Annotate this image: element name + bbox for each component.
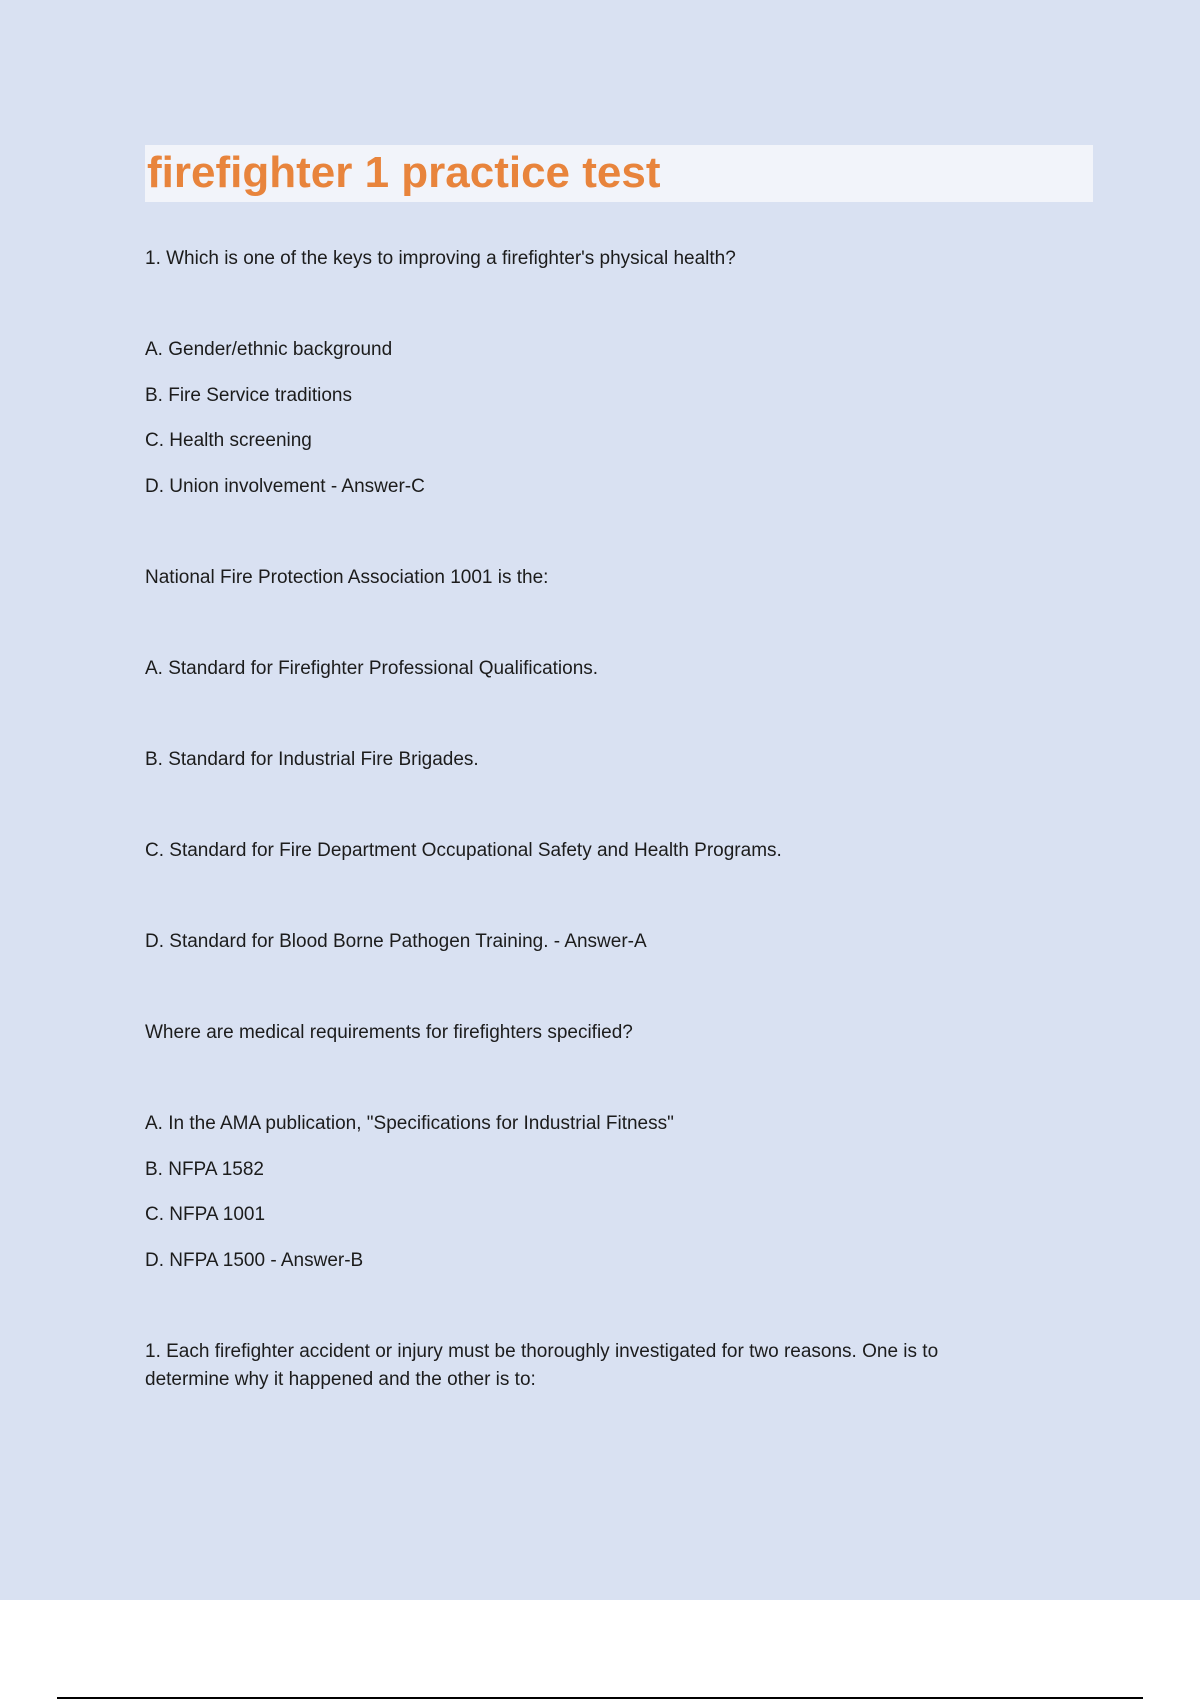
- document-title: firefighter 1 practice test: [147, 148, 661, 197]
- question-2-text: National Fire Protection Association 1001 is the:: [145, 567, 549, 588]
- title-bar: [145, 145, 1093, 202]
- question-2-option-a: A. Standard for Firefighter Professional Qualifications.: [145, 658, 599, 679]
- question-1-option-b: B. Fire Service traditions: [145, 385, 352, 406]
- question-3-option-c: C. NFPA 1001: [145, 1204, 266, 1225]
- question-3-option-b: B. NFPA 1582: [145, 1159, 264, 1180]
- question-3-option-a: A. In the AMA publication, "Specifications for Industrial Fitness": [145, 1113, 674, 1134]
- question-1-option-a: A. Gender/ethnic background: [145, 339, 393, 360]
- question-2-option-b: B. Standard for Industrial Fire Brigades.: [145, 749, 479, 770]
- question-2-option-c: C. Standard for Fire Department Occupational Safety and Health Programs.: [145, 840, 782, 861]
- question-1-text: 1. Which is one of the keys to improving a firefighter's physical health?: [145, 248, 736, 269]
- question-2-option-d: D. Standard for Blood Borne Pathogen Training. - Answer-A: [145, 931, 647, 952]
- question-3-text: Where are medical requirements for firefighters specified?: [145, 1022, 633, 1043]
- question-3-option-d: D. NFPA 1500 - Answer-B: [145, 1250, 364, 1271]
- question-4-text: 1. Each firefighter accident or injury must be thoroughly investigated for two reasons. One is to determine why it happened and the other is to:: [145, 1341, 939, 1390]
- footer-divider: [57, 1697, 1143, 1699]
- question-1-option-c: C. Health screening: [145, 430, 312, 451]
- question-1-option-d: D. Union involvement - Answer-C: [145, 476, 425, 497]
